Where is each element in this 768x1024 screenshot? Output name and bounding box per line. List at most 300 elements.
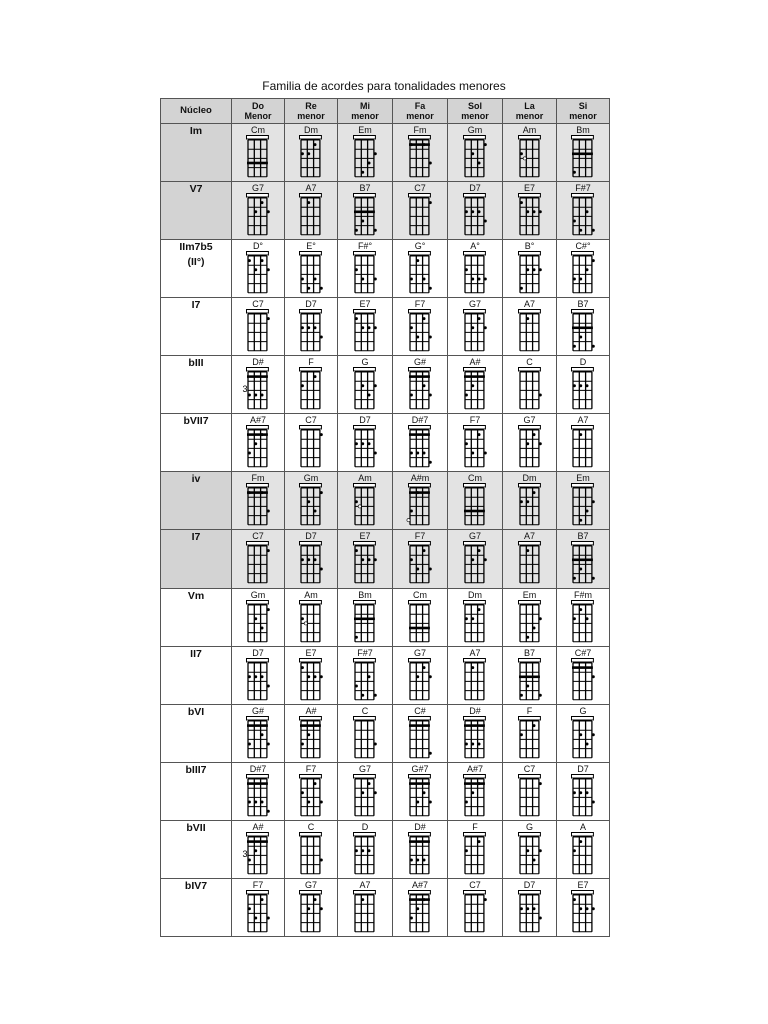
chord-name: D#7 (411, 415, 429, 426)
barre-mark (247, 434, 268, 437)
chord-cell (503, 124, 557, 182)
header-nucleo: Núcleo (161, 99, 232, 124)
nut (572, 658, 594, 662)
nut (572, 484, 594, 488)
chord-cell (448, 820, 503, 878)
chord-cell (285, 588, 338, 646)
finger-dot (267, 510, 270, 513)
finger-dot (471, 152, 474, 155)
chord-name: F7 (469, 415, 481, 426)
chord-diagram (459, 425, 491, 469)
chord-cell (232, 298, 285, 356)
finger-dot (267, 317, 270, 320)
nut (300, 426, 322, 430)
chord-diagram (459, 367, 491, 411)
chord-name: F#7 (357, 647, 373, 658)
chord-name: Cm (251, 125, 265, 135)
nut (354, 310, 376, 314)
chord-name: E7 (305, 647, 317, 658)
finger-dot (410, 916, 413, 919)
chord-cell (503, 298, 557, 356)
row-function-text: (II°) (187, 256, 205, 269)
chord-diagram (567, 251, 599, 295)
chord-cell (448, 414, 503, 472)
nut (572, 368, 594, 372)
finger-dot (361, 791, 364, 794)
chord-name: Am (522, 125, 537, 135)
finger-dot (423, 666, 426, 669)
chord-cell (448, 356, 503, 414)
chord-name: D7 (252, 647, 264, 658)
finger-dot (301, 385, 304, 388)
finger-dot (532, 491, 535, 494)
finger-dot (592, 675, 595, 678)
chord-cell (503, 240, 557, 298)
row-function-label (161, 356, 232, 414)
chord-cell (448, 124, 503, 182)
chord-name: D7 (305, 299, 317, 310)
chord-cell (338, 762, 393, 820)
chord-name: A#7 (249, 415, 266, 426)
chord-cell (232, 124, 285, 182)
chord-diagram (404, 193, 436, 237)
finger-dot (532, 210, 535, 213)
chord-diagram (404, 425, 436, 469)
nut (518, 484, 540, 488)
finger-dot (254, 268, 257, 271)
finger-dot (429, 162, 432, 165)
finger-dot (573, 171, 576, 174)
chord-diagram (459, 193, 491, 237)
finger-dot (538, 443, 541, 446)
nut (409, 136, 431, 140)
nut (464, 310, 486, 314)
chord-cell (448, 704, 503, 762)
finger-dot (471, 452, 474, 455)
chord-cell (503, 182, 557, 240)
finger-dot (361, 559, 364, 562)
finger-dot (307, 675, 310, 678)
row-function-label (161, 820, 232, 878)
chord-diagram (459, 135, 491, 179)
nut (572, 716, 594, 720)
chord-diagram (459, 658, 491, 702)
nut (247, 484, 269, 488)
finger-dot (532, 907, 535, 910)
finger-dot (478, 550, 481, 553)
finger-dot (471, 385, 474, 388)
chord-diagram (295, 774, 327, 818)
finger-dot (254, 916, 257, 919)
chord-cell (448, 472, 503, 530)
chord-cell (338, 530, 393, 588)
chord-cell (557, 588, 610, 646)
chord-name: D (579, 357, 587, 368)
finger-dot (261, 800, 264, 803)
chord-diagram (567, 774, 599, 818)
row-function-text: I7 (191, 299, 201, 312)
finger-dot (579, 907, 582, 910)
finger-dot (586, 791, 589, 794)
nut (572, 426, 594, 430)
finger-dot (374, 152, 377, 155)
barre-mark (247, 376, 268, 379)
chord-diagram (295, 890, 327, 934)
nut (464, 600, 486, 604)
finger-dot (579, 568, 582, 571)
header-key-si: Si menor (557, 99, 610, 124)
chord-cell (393, 588, 448, 646)
nut (300, 774, 322, 778)
chord-diagram (242, 774, 274, 818)
finger-dot (261, 201, 264, 204)
chord-name: A# (305, 705, 317, 716)
chord-cell (393, 530, 448, 588)
fret-position-label: 3 (242, 848, 248, 859)
chord-name: Dm (304, 125, 318, 135)
finger-dot (248, 907, 251, 910)
row-function-label (161, 762, 232, 820)
finger-dot (416, 858, 419, 861)
chord-cell (285, 124, 338, 182)
nut (354, 600, 376, 604)
chord-name: Bm (358, 589, 372, 600)
finger-dot (410, 326, 413, 329)
finger-dot (355, 550, 358, 553)
nut (464, 832, 486, 836)
chord-diagram (242, 425, 274, 469)
finger-dot (538, 693, 541, 696)
finger-dot (314, 278, 317, 281)
chord-diagram (295, 658, 327, 702)
chord-name: A (579, 821, 586, 832)
chord-name: C#7 (574, 647, 592, 658)
finger-dot (416, 568, 419, 571)
chord-name: Bm (576, 125, 590, 135)
chord-diagram (404, 367, 436, 411)
chord-diagram (459, 541, 491, 585)
nut (300, 194, 322, 198)
nut (464, 136, 486, 140)
nut (464, 484, 486, 488)
nut (409, 716, 431, 720)
chord-diagram (242, 541, 274, 585)
finger-dot (301, 617, 304, 620)
chord-diagram (295, 425, 327, 469)
finger-dot (579, 840, 582, 843)
row-function-text: Vm (187, 589, 205, 602)
finger-dot (471, 617, 474, 620)
chord-name: G7 (413, 647, 426, 658)
chord-name: Fm (251, 473, 265, 484)
chord-cell (338, 878, 393, 936)
nut (572, 542, 594, 546)
nut (354, 136, 376, 140)
chord-name: C (526, 357, 533, 368)
finger-dot (532, 268, 535, 271)
finger-dot (314, 143, 317, 146)
chord-name: C#° (575, 241, 591, 252)
nut (464, 426, 486, 430)
chord-cell (285, 878, 338, 936)
chord-diagram (349, 658, 381, 702)
chord-name: C7 (469, 879, 481, 890)
chord-cell (338, 588, 393, 646)
chord-name: B7 (359, 183, 371, 194)
finger-dot (355, 635, 358, 638)
finger-dot (423, 385, 426, 388)
chord-name: C7 (252, 531, 264, 542)
nut (518, 426, 540, 430)
finger-dot (478, 433, 481, 436)
row-function-label (161, 472, 232, 530)
chord-diagram (567, 890, 599, 934)
chord-diagram (349, 425, 381, 469)
chord-cell (393, 182, 448, 240)
chord-name: E7 (577, 879, 589, 890)
finger-dot (573, 385, 576, 388)
finger-dot (592, 800, 595, 803)
chord-name: Am (304, 589, 318, 600)
chord-diagram (349, 600, 381, 644)
finger-dot (320, 491, 323, 494)
page-title: Familia de acordes para tonalidades menores (262, 79, 506, 93)
finger-dot (423, 550, 426, 553)
finger-dot (423, 791, 426, 794)
chord-cell (557, 820, 610, 878)
finger-dot (471, 666, 474, 669)
finger-dot (484, 452, 487, 455)
barre-mark (409, 626, 430, 629)
finger-dot (361, 443, 364, 446)
header-key-do: Do Menor (232, 99, 285, 124)
nut (247, 252, 269, 256)
finger-dot (465, 443, 468, 446)
finger-dot (361, 220, 364, 223)
chord-name: Dm (522, 473, 537, 484)
chord-diagram (459, 890, 491, 934)
nut (354, 716, 376, 720)
chord-cell (557, 878, 610, 936)
finger-dot (261, 433, 264, 436)
chord-name: G (525, 821, 533, 832)
finger-dot (423, 452, 426, 455)
chord-diagram (404, 600, 436, 644)
finger-dot (267, 608, 270, 611)
chord-name: D° (252, 241, 264, 252)
row-function-label (161, 298, 232, 356)
barre-mark (572, 327, 593, 330)
chord-name: E° (306, 241, 316, 252)
chord-cell (285, 356, 338, 414)
nut (409, 658, 431, 662)
chord-name: G° (414, 241, 426, 252)
chord-diagram (295, 367, 327, 411)
finger-dot (423, 898, 426, 901)
finger-dot (573, 791, 576, 794)
chord-cell (393, 820, 448, 878)
finger-dot (586, 385, 589, 388)
finger-dot (320, 675, 323, 678)
finger-dot (267, 210, 270, 213)
chord-diagram (295, 600, 327, 644)
finger-dot (361, 278, 364, 281)
barre-mark (464, 724, 485, 727)
chord-cell (557, 182, 610, 240)
finger-dot (465, 268, 468, 271)
barre-mark (300, 724, 321, 727)
finger-dot (538, 617, 541, 620)
chord-cell (557, 704, 610, 762)
chord-cell (503, 472, 557, 530)
chord-diagram (514, 251, 546, 295)
finger-dot (592, 907, 595, 910)
chord-name: C (307, 821, 315, 832)
nut (409, 368, 431, 372)
chord-name: G7 (304, 879, 317, 890)
nut (518, 890, 540, 894)
finger-dot (519, 501, 522, 504)
finger-dot (465, 210, 468, 213)
finger-dot (314, 559, 317, 562)
chord-name: F7 (252, 879, 264, 890)
chord-name: G7 (523, 415, 536, 426)
chord-diagram (404, 716, 436, 760)
chord-diagram (242, 890, 274, 934)
chord-diagram (514, 832, 546, 876)
barre-mark (464, 376, 485, 379)
chord-cell (338, 704, 393, 762)
finger-dot (261, 394, 264, 397)
finger-dot (416, 336, 419, 339)
finger-dot (526, 210, 529, 213)
finger-dot (361, 849, 364, 852)
finger-dot (261, 491, 264, 494)
finger-dot (519, 152, 522, 155)
nut (518, 716, 540, 720)
chord-diagram (567, 425, 599, 469)
nut (354, 484, 376, 488)
fret-position-label: 3 (242, 384, 248, 395)
finger-dot (519, 287, 522, 290)
header-key-sol: Sol menor (448, 99, 503, 124)
nut (247, 542, 269, 546)
row-function-text: I7 (191, 531, 201, 544)
chord-cell (285, 704, 338, 762)
finger-dot (579, 278, 582, 281)
finger-dot (573, 220, 576, 223)
chord-cell (232, 472, 285, 530)
finger-dot (307, 559, 310, 562)
finger-dot (532, 858, 535, 861)
chord-diagram (349, 309, 381, 353)
finger-dot (416, 675, 419, 678)
finger-dot (538, 210, 541, 213)
finger-dot (248, 858, 251, 861)
barre-mark (464, 782, 485, 785)
chord-cell (393, 472, 448, 530)
chord-cell (393, 240, 448, 298)
finger-dot (573, 345, 576, 348)
chord-cell (557, 530, 610, 588)
finger-dot (410, 559, 413, 562)
chord-cell (338, 240, 393, 298)
nut (354, 368, 376, 372)
nut (300, 890, 322, 894)
chord-cell (232, 704, 285, 762)
finger-dot (579, 791, 582, 794)
row-function-label (161, 240, 232, 298)
nut (464, 368, 486, 372)
barre-mark (572, 153, 593, 156)
barre-mark (247, 162, 268, 165)
finger-dot (314, 898, 317, 901)
table-row (161, 762, 610, 820)
chord-name: A7 (523, 531, 535, 542)
chord-name: F#m (574, 589, 592, 600)
finger-dot (261, 626, 264, 629)
chord-name: Cm (468, 473, 482, 484)
nut (354, 194, 376, 198)
finger-dot (361, 385, 364, 388)
chord-name: G7 (358, 763, 371, 774)
chord-name: Em (576, 473, 590, 484)
barre-mark (409, 782, 430, 785)
finger-dot (416, 259, 419, 262)
table-row (161, 298, 610, 356)
finger-dot (355, 229, 358, 232)
finger-dot (254, 617, 257, 620)
finger-dot (301, 559, 304, 562)
finger-dot (267, 684, 270, 687)
barre-mark (409, 376, 430, 379)
finger-dot (592, 733, 595, 736)
chord-diagram (242, 193, 274, 237)
chord-cell (393, 646, 448, 704)
chord-name: Gm (303, 473, 319, 484)
nut (300, 136, 322, 140)
chord-cell (393, 298, 448, 356)
chord-cell (338, 414, 393, 472)
finger-dot (368, 394, 371, 397)
finger-dot (465, 800, 468, 803)
finger-dot (538, 782, 541, 785)
chord-name: Gm (250, 589, 266, 600)
table-row (161, 414, 610, 472)
chord-cell (448, 878, 503, 936)
nut (518, 832, 540, 836)
chord-cell (503, 820, 557, 878)
chord-cell (557, 240, 610, 298)
finger-dot (586, 210, 589, 213)
nut (464, 252, 486, 256)
barre-mark (354, 211, 375, 214)
finger-dot (519, 733, 522, 736)
header-key-fa: Fa menor (393, 99, 448, 124)
finger-dot (320, 858, 323, 861)
chord-diagram (514, 658, 546, 702)
finger-dot (429, 675, 432, 678)
finger-dot (368, 162, 371, 165)
chord-cell (338, 182, 393, 240)
nut (464, 890, 486, 894)
finger-dot (538, 916, 541, 919)
header-row (161, 99, 610, 124)
barre-mark (247, 782, 268, 785)
chord-diagram (242, 658, 274, 702)
table-body (161, 124, 610, 937)
chord-cell (557, 298, 610, 356)
